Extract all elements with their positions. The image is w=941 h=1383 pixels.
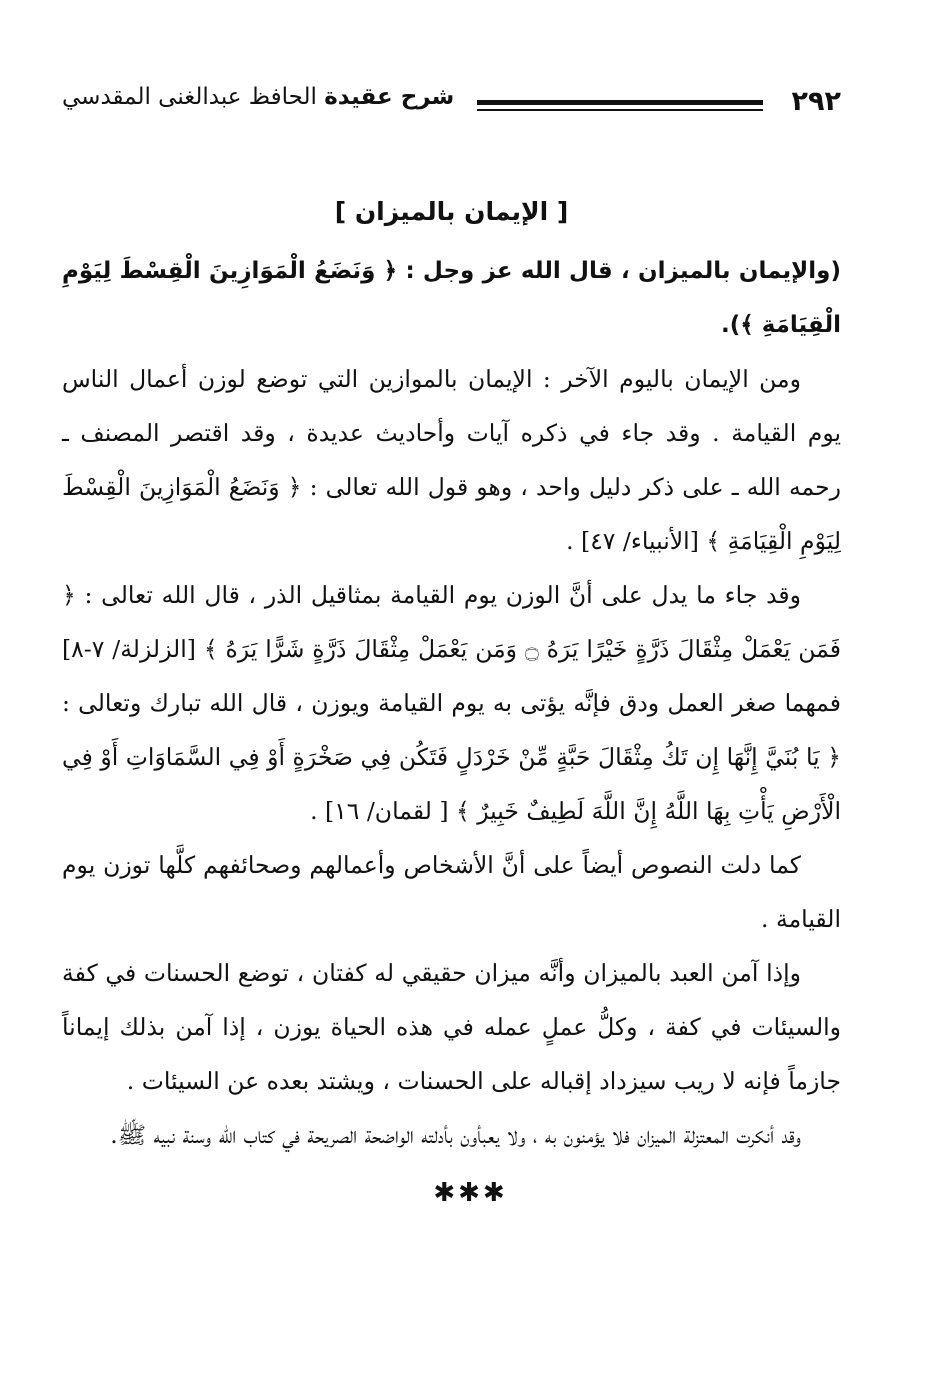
page-body [62, 188, 841, 1162]
running-title-bold: شرح عقيدة [324, 84, 455, 110]
paragraph: وقد جاء ما يدل على أنَّ الوزن يوم القيامة بمثاقيل الذر ، قال الله تعالى : ﴿ فَمَن يَعْمَلْ مِثْقَالَ ذَرَّةٍ خَيْرًا يَرَهُ ۝ وَمَن يَعْمَلْ مِثْقَالَ ذَرَّةٍ شَرًّا يَرَهُ ﴾ [الزلزلة/ ٧-٨] فمهما صغر العمل ودق فإنَّه يؤتى به يوم القيامة ويوزن ، قال الله تبارك وتعالى : ﴿ يَا بُنَيَّ إِنَّهَا إِن تَكُ مِثْقَالَ حَبَّةٍ مِّنْ خَرْدَلٍ فَتَكُن فِي صَخْرَةٍ أَوْ فِي السَّمَاوَاتِ أَوْ فِي الْأَرْضِ يَأْتِ بِهَا اللَّهُ إِنَّ اللَّهَ لَطِيفٌ خَبِيرٌ ﴾ [ لقمان/ ١٦] . [62, 581, 841, 825]
section-separator: ✱✱✱ [433, 1178, 508, 1208]
paragraph: وقد أنكرت المعتزلة الميزان فلا يؤمنون به ، ولا يعبأون بأدلته الواضحة الصريحة في كتاب الله وسنة نبيه ﷺ. [110, 1121, 801, 1149]
running-header [62, 84, 841, 134]
paragraph: كما دلت النصوص أيضاً على أنَّ الأشخاص وأعمالهم وصحائفهم كلَّها توزن يوم القيامة . [62, 851, 841, 933]
section-heading: [ الإيمان بالميزان ] [334, 197, 569, 226]
running-title-rest: الحافظ عبدالغنى المقدسي [62, 84, 325, 110]
header-rule [477, 100, 763, 111]
running-title [62, 84, 454, 110]
paragraph: وإذا آمن العبد بالميزان وأنَّه ميزان حقيقي له كفتان ، توضع الحسنات في كفة والسيئات في كفة ، وكلُّ عملٍ عمله في هذه الحياة يوزن ، إذا آمن بذلك إيماناً جازماً فإنه لا ريب سيزداد إقباله على الحسنات ، ويشتد بعده عن السيئات . [62, 959, 841, 1095]
paragraph-lead: (والإيمان بالميزان ، قال الله عز وجل : ﴿ وَنَضَعُ الْمَوَازِينَ الْقِسْطَ لِيَوْمِ الْقِيَامَةِ ﴾). [62, 258, 841, 338]
paragraph: ومن الإيمان باليوم الآخر : الإيمان بالموازين التي توضع لوزن أعمال الناس يوم القيامة . وقد جاء في ذكره آيات وأحاديث عديدة ، وقد اقتصر المصنف ـ رحمه الله ـ على ذكر دليل واحد ، وهو قول الله تعالى : ﴿ وَنَضَعُ الْمَوَازِينَ الْقِسْطَ لِيَوْمِ الْقِيَامَةِ ﴾ [الأنبياء/ ٤٧] . [62, 365, 841, 555]
page-number: ٢٩٢ [791, 86, 841, 117]
